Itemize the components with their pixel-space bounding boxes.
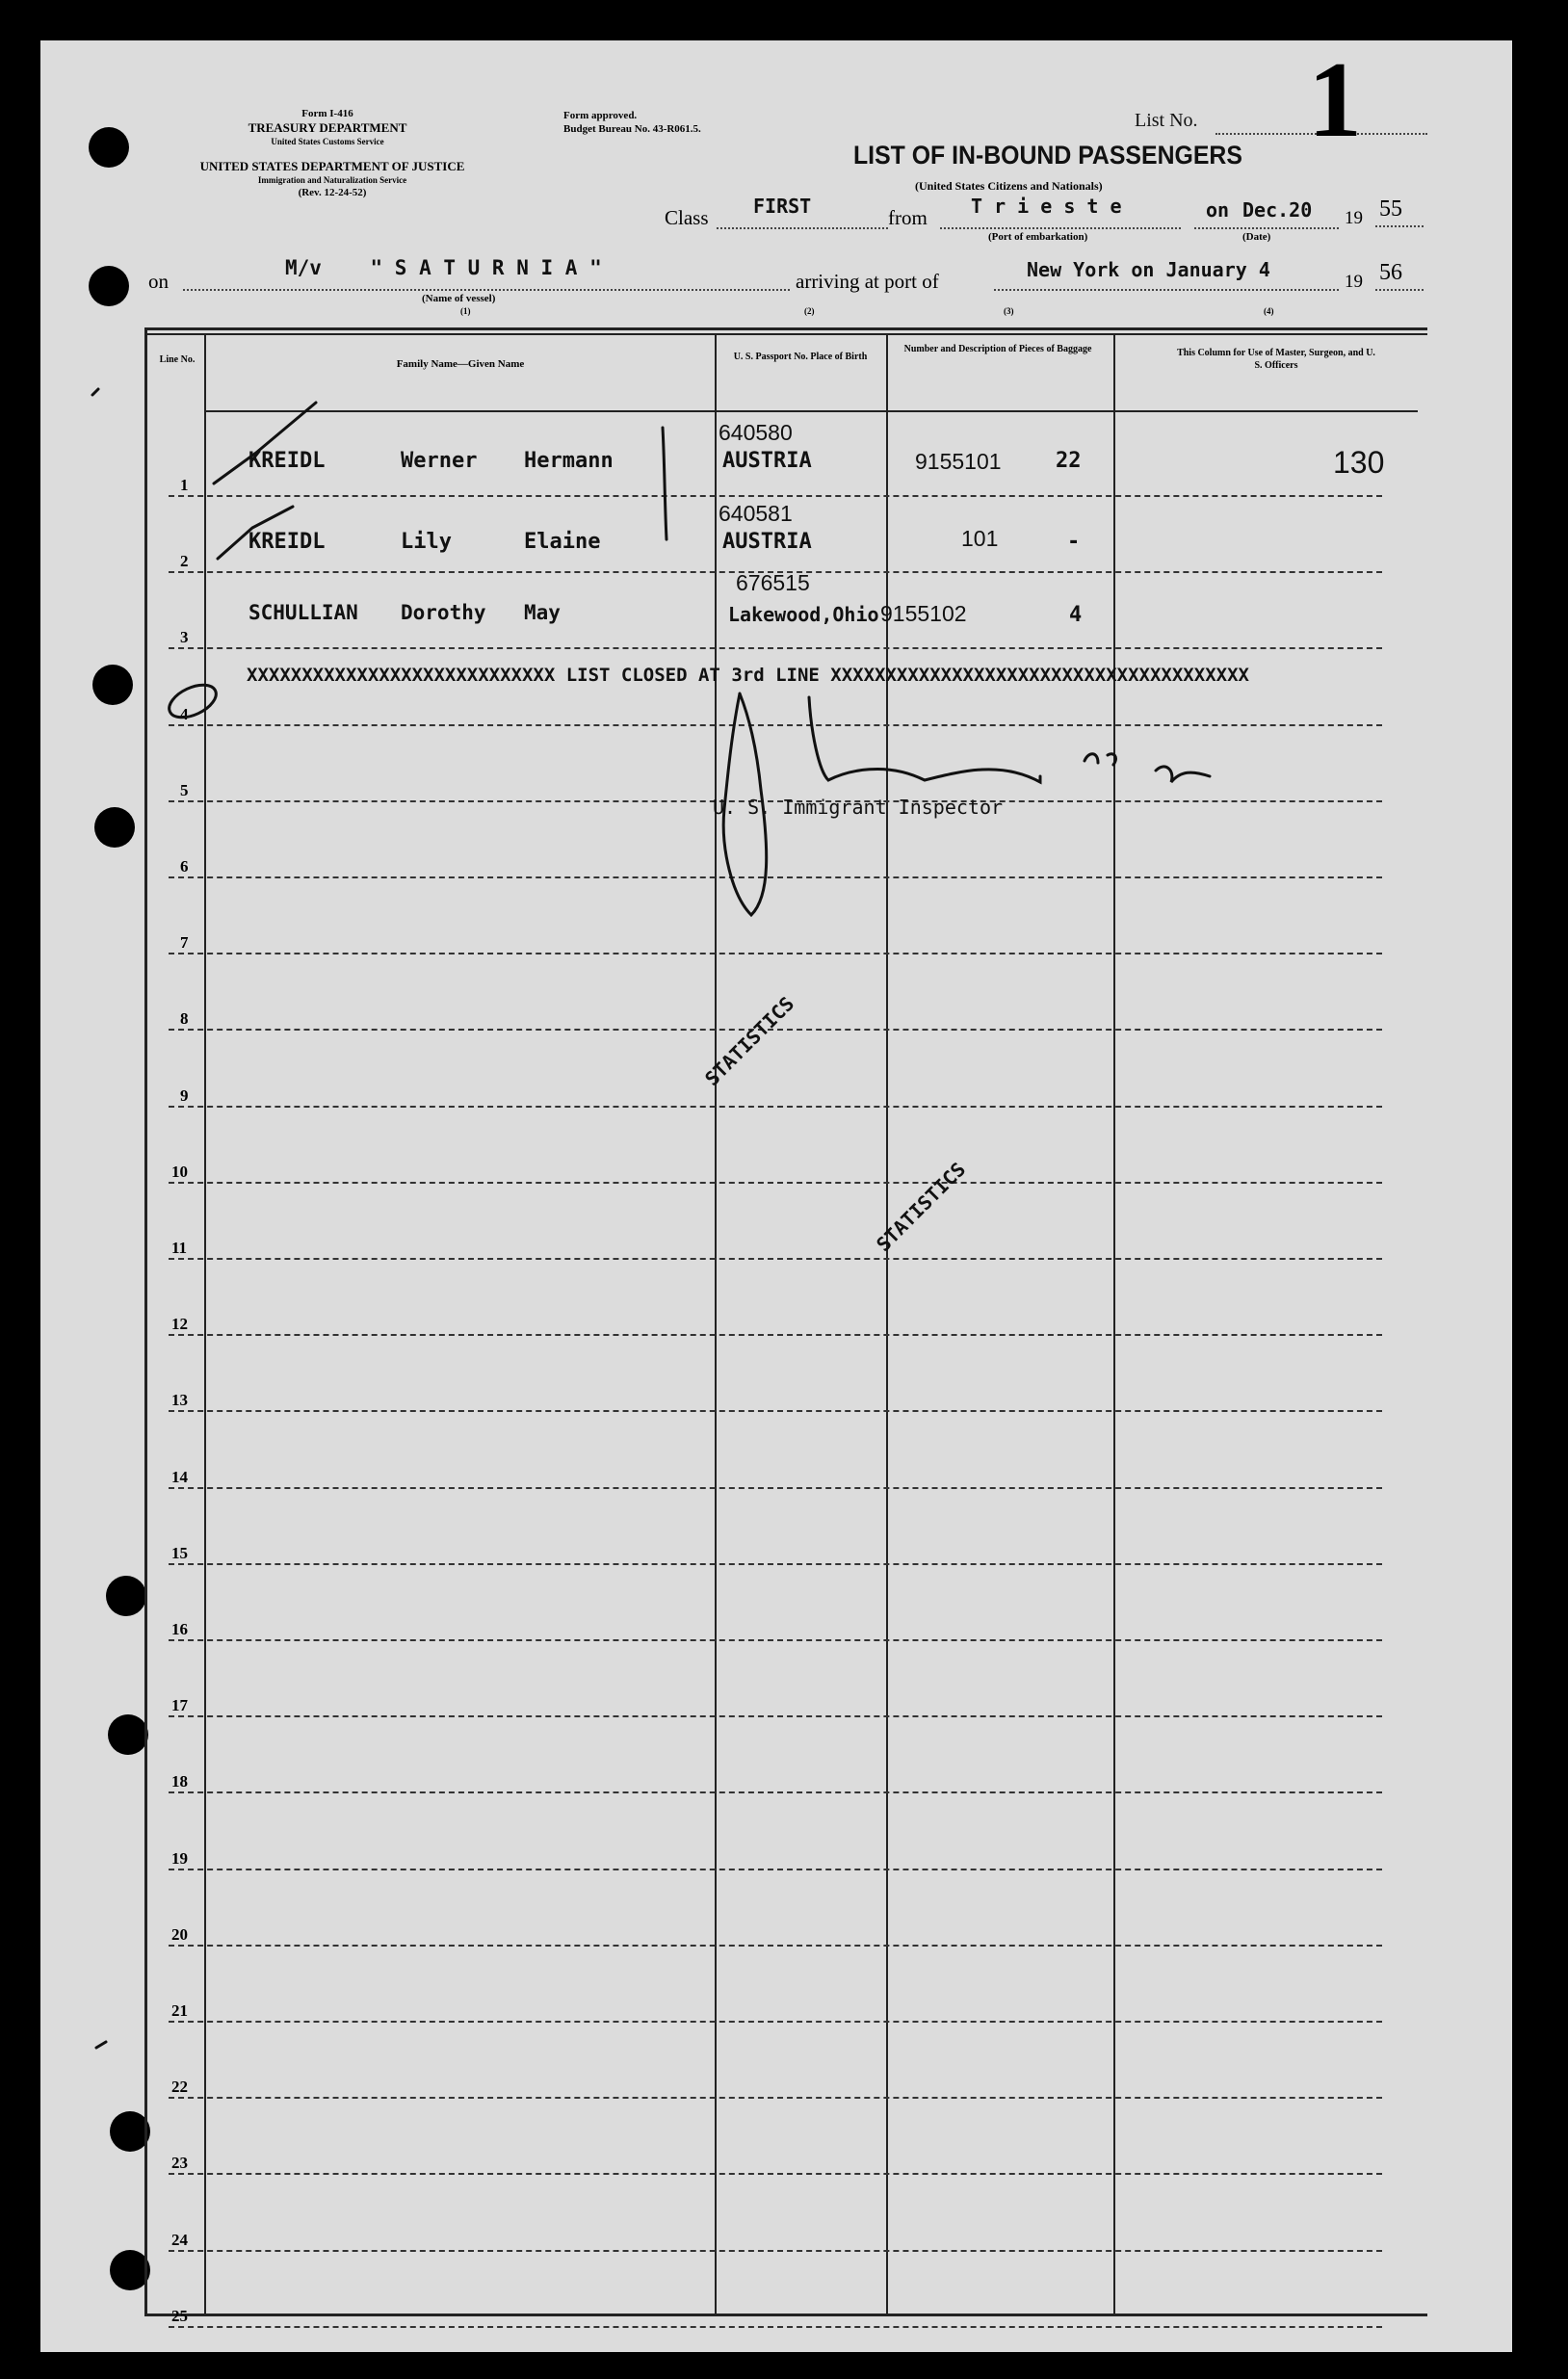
dept2-sub: Immigration and Naturalization Service bbox=[257, 175, 407, 185]
line-number: 22 bbox=[171, 2078, 188, 2097]
vessel-caption: (Name of vessel) bbox=[422, 293, 496, 304]
page-title: LIST OF IN-BOUND PASSENGERS bbox=[853, 141, 1242, 170]
line-number: 25 bbox=[171, 2306, 188, 2325]
checkmark-icon bbox=[218, 507, 293, 559]
given-name: May bbox=[524, 601, 561, 624]
line-number: 18 bbox=[171, 1772, 188, 1791]
col-header-name: Family Name—Given Name bbox=[396, 358, 525, 370]
baggage-pieces: - bbox=[1067, 530, 1081, 554]
on-vessel-label: on bbox=[148, 270, 169, 293]
line-number: 24 bbox=[171, 2230, 188, 2249]
line-number: 9 bbox=[180, 1085, 189, 1105]
arrival-value: New York on January 4 bbox=[1027, 258, 1270, 281]
arriving-label: arriving at port of bbox=[796, 270, 939, 293]
class-value: FIRST bbox=[753, 195, 812, 218]
col-num-3: (3) bbox=[1004, 306, 1014, 316]
checkmark-icon bbox=[214, 403, 316, 484]
family-name: KREIDL bbox=[248, 530, 326, 554]
place-of-birth: AUSTRIA bbox=[722, 449, 812, 473]
family-name: KREIDL bbox=[248, 449, 326, 473]
statistics-stamp: STATISTICS bbox=[700, 991, 799, 1090]
line-number: 19 bbox=[171, 1848, 188, 1868]
baggage-no: 101 bbox=[961, 526, 999, 551]
passport-no: 640580 bbox=[719, 420, 793, 445]
dept1-sub: United States Customs Service bbox=[271, 137, 384, 146]
form-number: Form I-416 bbox=[301, 108, 353, 119]
given-name: Lily bbox=[401, 530, 452, 554]
list-closed-line: XXXXXXXXXXXXXXXXXXXXXXXXXXXX LIST CLOSED AT 3rd LINE XXXXXXXXXXXXXXXXXXXXXXXXXXXXXXXXXXXXXX bbox=[247, 665, 1249, 686]
given-name: Dorothy bbox=[401, 601, 486, 624]
line-number: 6 bbox=[180, 857, 189, 876]
passport-no: 676515 bbox=[736, 570, 810, 595]
inspector-label: U. S. Immigrant Inspector bbox=[713, 796, 1004, 819]
date-caption: (Date) bbox=[1242, 231, 1271, 243]
line-number: 8 bbox=[180, 1009, 189, 1029]
subtitle: (United States Citizens and Nationals) bbox=[915, 179, 1103, 193]
place-of-birth: Lakewood,Ohio bbox=[728, 603, 879, 626]
given-name: Elaine bbox=[524, 530, 601, 554]
year-prefix: 19 bbox=[1345, 208, 1363, 228]
line-number: 3 bbox=[180, 628, 189, 647]
port-value: T r i e s t e bbox=[971, 195, 1122, 218]
line-number: 20 bbox=[171, 1924, 188, 1944]
col-header-line-no: Line No. bbox=[159, 354, 196, 365]
family-name: SCHULLIAN bbox=[248, 601, 358, 624]
budget-bureau: Budget Bureau No. 43-R061.5. bbox=[563, 123, 701, 135]
line-number: 5 bbox=[180, 780, 189, 799]
dept2: UNITED STATES DEPARTMENT OF JUSTICE bbox=[199, 159, 465, 173]
year2-prefix: 19 bbox=[1345, 272, 1363, 292]
year-value: 55 bbox=[1379, 196, 1402, 222]
line-number: 17 bbox=[171, 1696, 188, 1715]
list-number: 1 bbox=[1308, 40, 1362, 160]
line-number: 15 bbox=[171, 1543, 188, 1562]
officer-note: 130 bbox=[1333, 445, 1385, 480]
line-number: 7 bbox=[180, 933, 189, 953]
revision: (Rev. 12-24-52) bbox=[298, 187, 367, 198]
line-number: 10 bbox=[171, 1162, 188, 1181]
col-num-2: (2) bbox=[804, 306, 815, 316]
port-caption: (Port of embarkation) bbox=[988, 231, 1088, 243]
given-name: Hermann bbox=[524, 449, 614, 473]
baggage-pieces: 4 bbox=[1069, 603, 1083, 627]
col-header-baggage: Number and Description of Pieces of Baggage bbox=[903, 344, 1092, 354]
given-name: Werner bbox=[401, 449, 478, 473]
line-number: 1 bbox=[180, 476, 189, 494]
line-number: 11 bbox=[171, 1239, 188, 1257]
passport-no: 640581 bbox=[719, 501, 793, 526]
baggage-pieces: 22 bbox=[1056, 449, 1082, 473]
vessel-name: M/v " S A T U R N I A " bbox=[285, 256, 602, 279]
line-number: 21 bbox=[171, 2001, 188, 2020]
line-number: 12 bbox=[171, 1315, 188, 1334]
line-number: 14 bbox=[171, 1467, 188, 1486]
date-value: Dec.20 bbox=[1242, 198, 1313, 222]
baggage-no: 9155102 bbox=[880, 601, 967, 626]
col-header-passport: U. S. Passport No. Place of Birth bbox=[733, 352, 868, 362]
line-number: 13 bbox=[171, 1391, 188, 1410]
col-num-4: (4) bbox=[1264, 306, 1274, 316]
line-number: 23 bbox=[171, 2154, 188, 2173]
from-label: from bbox=[888, 206, 928, 229]
line-number: 2 bbox=[180, 552, 189, 571]
line-number: 4 bbox=[180, 704, 189, 723]
form-approved: Form approved. bbox=[563, 110, 638, 121]
circle-mark bbox=[165, 678, 222, 723]
dept1: TREASURY DEPARTMENT bbox=[248, 120, 407, 135]
statistics-stamp: STATISTICS bbox=[872, 1157, 971, 1256]
line-number: 16 bbox=[171, 1620, 188, 1638]
col-num-1: (1) bbox=[460, 306, 471, 316]
list-no-label: List No. bbox=[1135, 110, 1198, 131]
place-of-birth: AUSTRIA bbox=[722, 530, 812, 554]
on-label: on bbox=[1206, 198, 1230, 222]
baggage-no: 9155101 bbox=[915, 449, 1002, 474]
class-label: Class bbox=[665, 206, 709, 229]
col-header-officers: This Column for Use of Master, Surgeon, and U. S. Officers bbox=[1177, 348, 1375, 371]
year2-value: 56 bbox=[1379, 260, 1402, 285]
